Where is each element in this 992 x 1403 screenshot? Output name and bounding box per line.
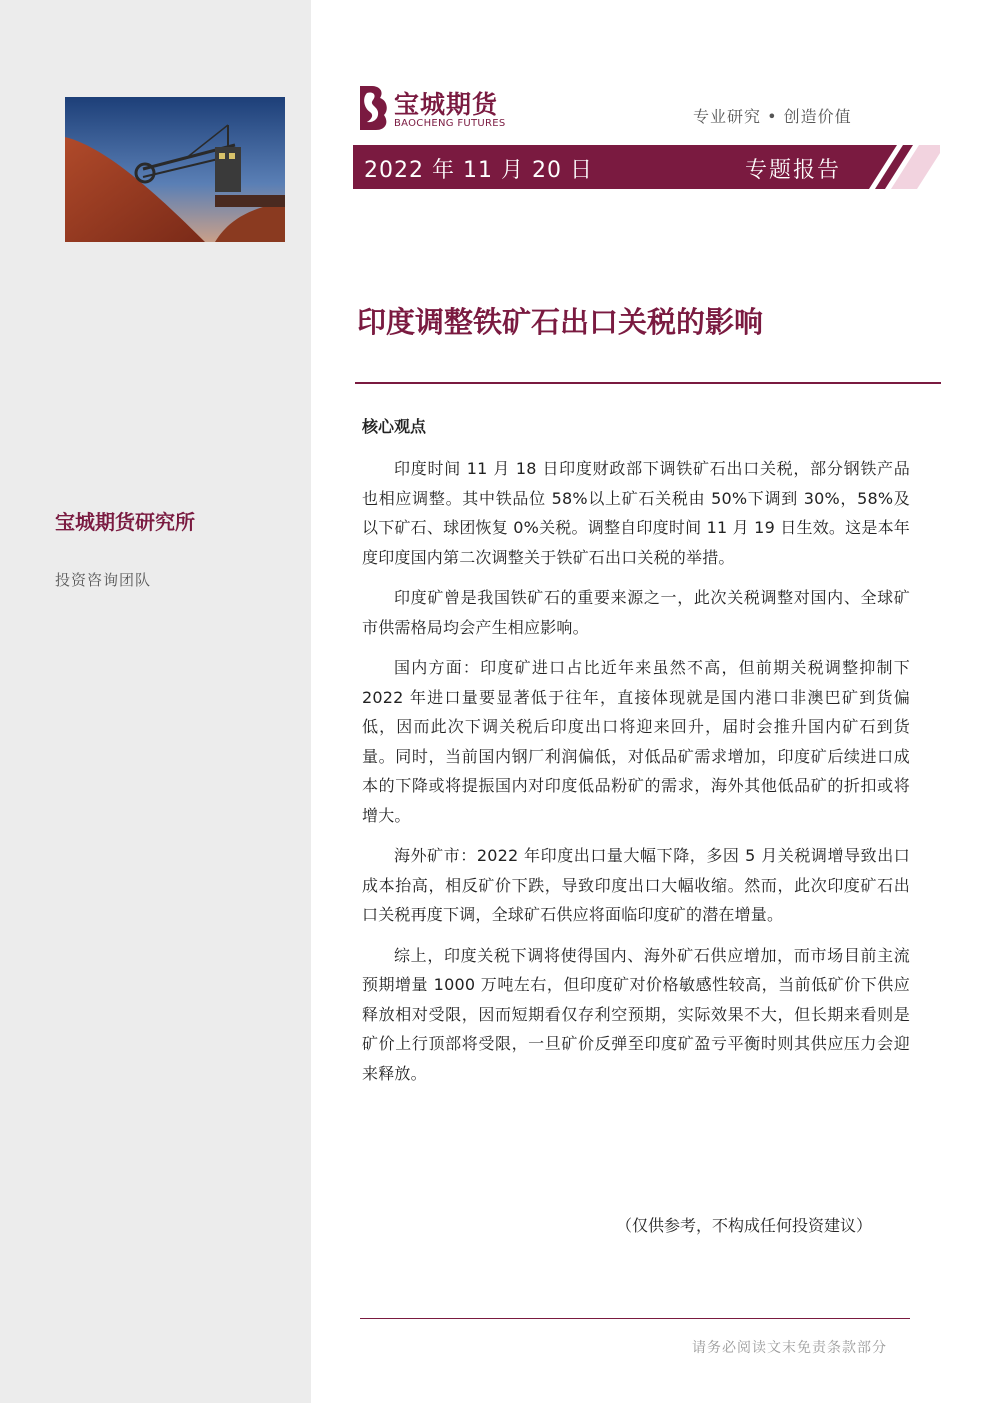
disclaimer: （仅供参考，不构成任何投资建议） — [616, 1216, 873, 1235]
logo-english-name: BAOCHENG FUTURES — [394, 118, 506, 129]
paragraph: 印度矿曾是我国铁矿石的重要来源之一，此次关税调整对国内、全球矿市供需格局均会产生相应影响。 — [362, 588, 910, 637]
report-type: 专题报告 — [745, 158, 842, 183]
paragraph: 国内方面：印度矿进口占比近年来虽然不高，但前期关税调整抑制下 2022 年进口量要显著低于往年，直接体现就是国内港口非澳巴矿到货偏低，因而此次下调关税后印度出口将迎来回升，届时会推升国内矿石到货量。同时，当前国内钢厂利润偏低，对低品矿需求增加，印度矿后续进口成本的下降或将提振国内对印度低品粉矿的需求，海外其他低品矿的折扣或将增大。 — [362, 658, 910, 825]
title-divider — [355, 382, 941, 384]
report-date: 2022 年 11 月 20 日 — [364, 158, 593, 183]
cover-photo — [65, 97, 285, 242]
article-body — [362, 454, 910, 1099]
company-slogan: 专业研究 • 创造价值 — [693, 107, 852, 126]
logo-chinese-name: 宝城期货 — [394, 90, 499, 119]
logo-mark-icon — [356, 84, 390, 132]
research-institute-name: 宝城期货研究所 — [55, 510, 195, 534]
core-viewpoint-heading: 核心观点 — [362, 417, 427, 436]
report-title: 印度调整铁矿石出口关税的影响 — [357, 305, 764, 339]
sidebar — [0, 0, 311, 1403]
paragraph: 海外矿市：2022 年印度出口量大幅下降，多因 5 月关税调增导致出口成本抬高，相反矿价下跌，导致印度出口大幅收缩。然而，此次印度矿石出口关税再度下调，全球矿石供应将面临印度矿的潜在增量。 — [362, 846, 910, 924]
paragraph: 综上，印度关税下调将使得国内、海外矿石供应增加，而市场目前主流预期增量 1000 万吨左右，但印度矿对价格敏感性较高，当前低矿价下供应释放相对受限，因而短期看仅存利空预期，实际效果不大，但长期来看则是矿价上行顶部将受限，一旦矿价反弹至印度矿盈亏平衡时则其供应压力会迎来释放。 — [362, 945, 910, 1083]
paragraph: 印度时间 11 月 18 日印度财政部下调铁矿石出口关税，部分钢铁产品也相应调整。其中铁品位 58%以上矿石关税由 50%下调到 30%，58%及以下矿石、球团恢复 0%关税。调整自印度时间 11 月 19 日生效。这是本年度印度国内第二次调整关于铁矿石出口关税的举措。 — [362, 459, 910, 567]
company-logo — [356, 84, 526, 134]
team-name: 投资咨询团队 — [55, 571, 152, 589]
date-banner — [353, 145, 940, 189]
footer-note: 请务必阅读文末免责条款部分 — [692, 1340, 887, 1356]
footer-divider — [360, 1318, 910, 1319]
